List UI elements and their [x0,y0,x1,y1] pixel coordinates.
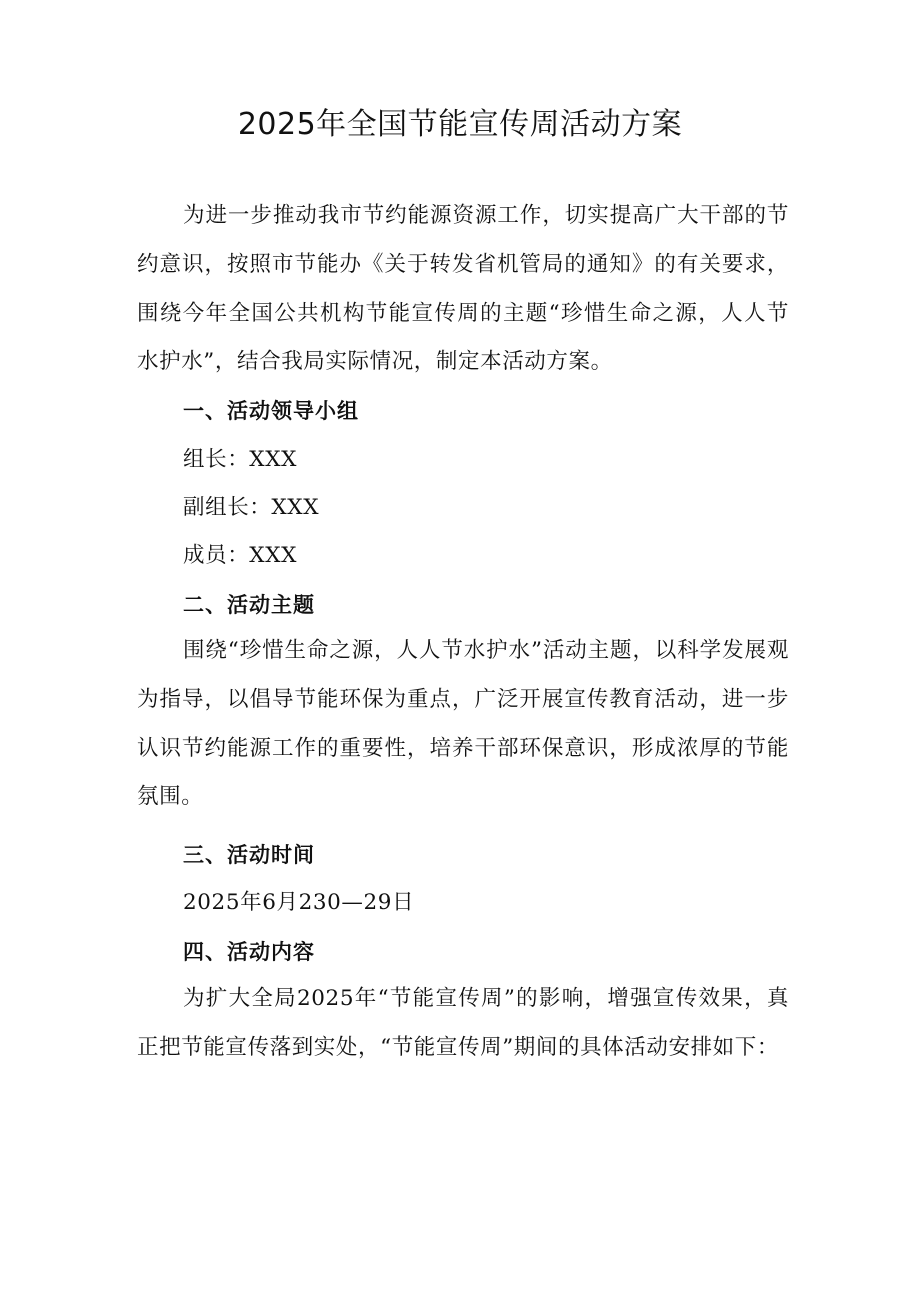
document-title: 2025年全国节能宣传周活动方案 [237,107,683,142]
section-3-heading: 三、活动时间 [183,843,315,867]
intro-paragraph: 为进一步推动我市节约能源资源工作，切实提高广大干部的节约意识，按照市节能办《关于转发省机管局的通知》的有关要求，围绕今年全国公共机构节能宣传周的主题“珍惜生命之源，人人节水护水”，结合我局实际情况，制定本活动方案。 [137,203,789,375]
section-2-paragraph: 围绕“珍惜生命之源，人人节水护水”活动主题，以科学发展观为指导，以倡导节能环保为重点，广泛开展宣传教育活动，进一步认识节约能源工作的重要性，培养干部环保意识，形成浓厚的节能氛围。 [137,638,789,810]
deputy-leader-line: 副组长：XXX [183,495,320,520]
activity-time-line: 2025年6月230—29日 [183,890,415,915]
section-4-heading: 四、活动内容 [183,940,315,964]
section-1-heading: 一、活动领导小组 [183,399,359,423]
section-4-paragraph: 为扩大全局2025年“节能宣传周”的影响，增强宣传效果，真正把节能宣传落到实处，“节能宣传周”期间的具体活动安排如下： [137,986,789,1060]
members-line: 成员：XXX [183,543,298,568]
section-2-heading: 二、活动主题 [183,593,315,617]
leader-line: 组长：XXX [183,447,298,472]
